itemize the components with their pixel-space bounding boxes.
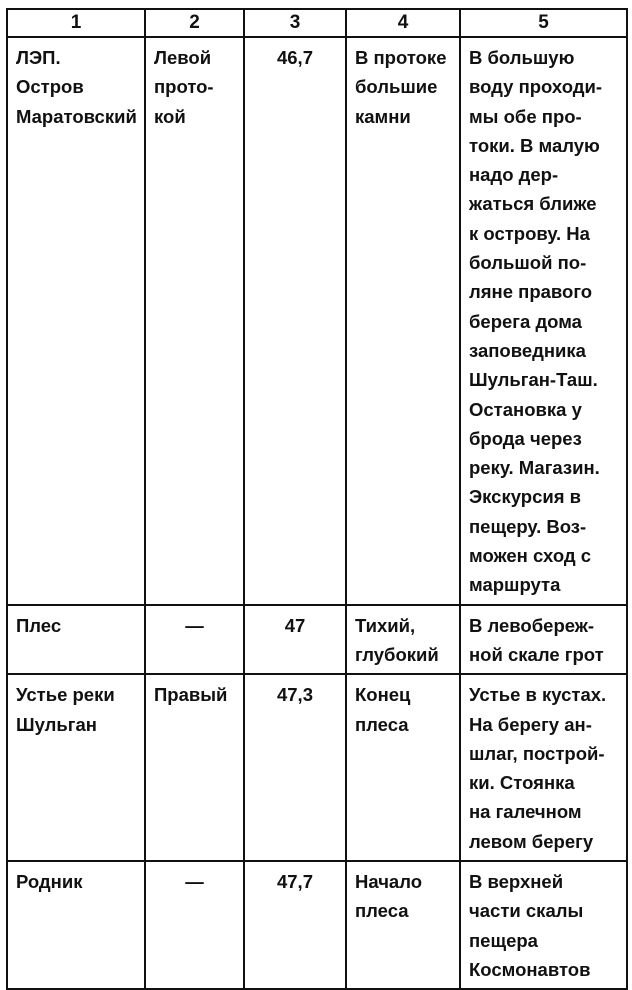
notes-text: В большую воду проходи- мы обе про- токи. В малую надо дер- жаться ближе к острову. На большой по- ляне правого берега дома заповедника Шульган-Таш. Остановка у брода через реку. Магазин. Экскурсия в пещеру. Воз- можен сход с маршрута (469, 47, 603, 596)
notes-cell (460, 605, 627, 675)
landmark-cell (7, 674, 145, 861)
side-cell (145, 37, 244, 605)
notes-text: В верхней части скалы пещера Космонавтов (469, 871, 591, 980)
distance-cell (244, 861, 346, 989)
side-text: — (185, 614, 204, 636)
distance-text: 46,7 (276, 47, 313, 68)
table-row (7, 37, 627, 605)
distance-cell (244, 605, 346, 675)
side-cell (145, 605, 244, 675)
header-cell-1: 1 (7, 9, 145, 37)
notes-text: В левобереж- ной скале грот (469, 614, 604, 665)
route-table (6, 8, 628, 990)
distance-text: 47,7 (276, 871, 313, 893)
landmark-text: Родник (16, 871, 83, 893)
character-cell (346, 861, 460, 989)
landmark-text: ЛЭП. Остров Маратовский (16, 47, 137, 127)
distance-cell (244, 674, 346, 861)
side-cell (145, 861, 244, 989)
side-text: — (185, 871, 204, 893)
header-cell-3: 3 (244, 9, 346, 37)
table-row (7, 674, 627, 861)
side-cell (145, 674, 244, 861)
character-text: Конец плеса (355, 684, 411, 735)
notes-cell (460, 674, 627, 861)
header-row (7, 9, 627, 37)
side-text: Левой прото- кой (154, 47, 214, 127)
distance-text: 47,3 (276, 684, 313, 706)
notes-text: Устье в кустах. На берегу ан- шлаг, построй- ки. Стоянка на галечном левом берегу (469, 684, 607, 852)
landmark-cell (7, 605, 145, 675)
landmark-cell (7, 861, 145, 989)
character-cell (346, 605, 460, 675)
notes-cell (460, 861, 627, 989)
notes-cell (460, 37, 627, 605)
header-cell-5: 5 (460, 9, 627, 37)
document-page (6, 8, 626, 980)
header-cell-2: 2 (145, 9, 244, 37)
character-text: Тихий, глубокий (355, 614, 439, 665)
distance-cell (244, 37, 346, 605)
character-cell (346, 37, 460, 605)
landmark-text: Плес (16, 614, 62, 636)
character-cell (346, 674, 460, 861)
landmark-text: Устье реки Шульган (16, 684, 115, 735)
character-text: Начало плеса (355, 871, 423, 922)
landmark-cell (7, 37, 145, 605)
character-text: В протоке большие камни (355, 47, 447, 127)
table-row (7, 605, 627, 675)
header-cell-4: 4 (346, 9, 460, 37)
side-text: Правый (154, 684, 228, 706)
distance-text: 47 (284, 614, 306, 636)
table-row (7, 861, 627, 989)
